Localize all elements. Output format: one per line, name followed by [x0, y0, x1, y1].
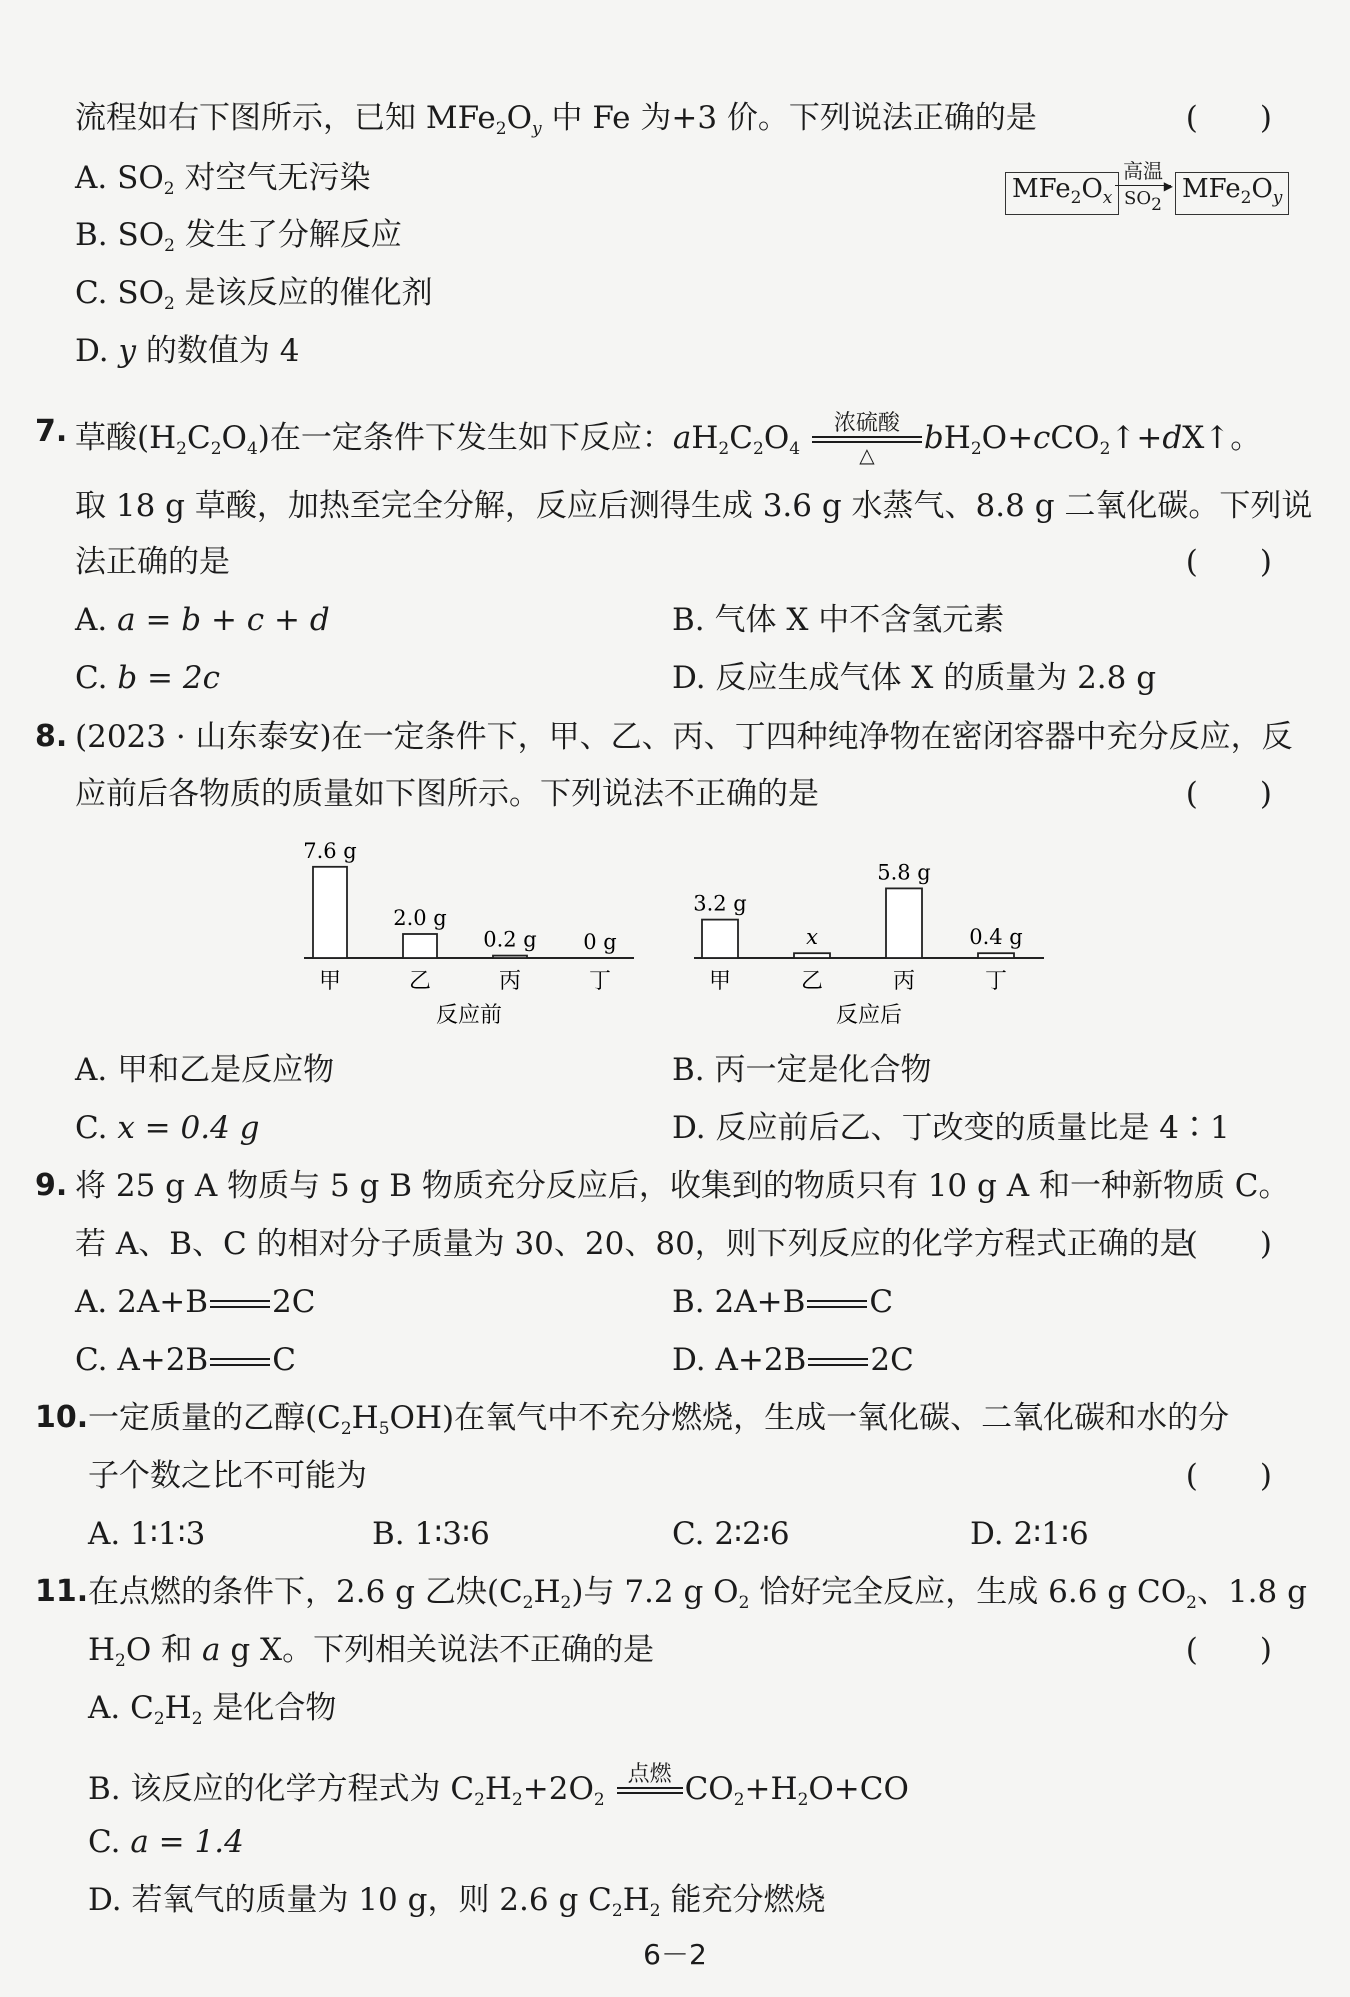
q11-answer-paren[interactable]: ( ) [1185, 1632, 1272, 1668]
q8-answer-paren[interactable]: ( ) [1185, 776, 1272, 812]
chart-before-data-label-1: 2.0 g [393, 906, 447, 930]
q9-answer-paren[interactable]: ( ) [1185, 1226, 1272, 1262]
q7-option-b[interactable]: B. 气体 X 中不含氢元素 [672, 602, 1005, 638]
q9-line2: 若 A、B、C 的相对分子质量为 30、20、80，则下列反应的化学方程式正确的是 [75, 1226, 1191, 1262]
chart-before-category-label-2: 丙 [498, 969, 522, 994]
q10-option-d[interactable]: D. 2∶1∶6 [970, 1516, 1089, 1552]
chart-after-reaction [690, 828, 1050, 1038]
q8-option-d[interactable]: D. 反应前后乙、丁改变的质量比是 4∶1 [672, 1110, 1230, 1146]
q6-stem-a: 流程如右下图所示，已知 MFe [75, 100, 496, 136]
chart-after-title: 反应后 [835, 1003, 903, 1028]
q7-line2: 取 18 g 草酸，加热至完全分解，反应后测得生成 3.6 g 水蒸气、8.8 g 二氧化碳。下列说 [75, 488, 1313, 524]
q10-option-a[interactable]: A. 1∶1∶3 [88, 1516, 206, 1552]
q11-line1: 在点燃的条件下，2.6 g 乙炔$(C_2H_2)$与 7.2 g $O_2$ 恰好完全反应，生成 6.6 g $CO_2$、1.8 g [88, 1574, 1307, 1613]
chart-after-data-label-0: 3.2 g [693, 891, 747, 916]
flow-product-box: $MFe_2O_y$ [1175, 172, 1289, 215]
q7-option-c[interactable]: C. b = 2c [75, 660, 220, 696]
q11-option-b[interactable]: B. 该反应的化学方程式为 $C_2H_2+2O_2$ 点燃 $CO_2+H_2O+CO$ [88, 1763, 909, 1820]
q7-number: 7. [35, 414, 68, 449]
page-number: 6－2 [643, 1938, 707, 1971]
flow-reactant-box: $MFe_2O_x$ [1005, 172, 1119, 215]
q8-option-c[interactable]: C. x = 0.4 g [75, 1110, 260, 1146]
chart-before-data-label-2: 0.2 g [483, 927, 537, 952]
chart-after-bar-0 [702, 920, 738, 958]
chart-after-category-label-2: 丙 [892, 969, 916, 994]
q6-option-c[interactable]: C. $SO_2$ 是该反应的催化剂 [75, 275, 433, 314]
q10-option-c[interactable]: C. 2∶2∶6 [672, 1516, 790, 1552]
q8-line2: 应前后各物质的质量如下图所示。下列说法不正确的是 [75, 776, 819, 812]
q10-answer-paren[interactable]: ( ) [1185, 1458, 1272, 1494]
flow-arrow: 高温 ▶ $SO_2$ [1115, 160, 1171, 218]
q6-option-b[interactable]: B. $SO_2$ 发生了分解反应 [75, 217, 402, 256]
q6-flow-diagram [1005, 160, 1285, 230]
chart-before-category-label-1: 乙 [408, 969, 432, 994]
q7-option-d[interactable]: D. 反应生成气体 X 的质量为 2.8 g [672, 660, 1157, 696]
q10-option-b[interactable]: B. 1∶3∶6 [372, 1516, 490, 1552]
q11-option-d[interactable]: D. 若氧气的质量为 10 g，则 2.6 g $C_2H_2$ 能充分燃烧 [88, 1882, 826, 1921]
q9-option-b[interactable]: B. 2A+B C [672, 1284, 894, 1320]
chart-after-category-label-1: 乙 [800, 969, 824, 994]
q9-line1: 将 25 g A 物质与 5 g B 物质充分反应后，收集到的物质只有 10 g A 和一种新物质 C。 [75, 1168, 1290, 1204]
chart-after-data-label-1: x [806, 925, 818, 950]
q11-option-c[interactable]: C. a = 1.4 [88, 1824, 244, 1860]
chart-after-category-label-0: 甲 [708, 969, 732, 994]
q9-number: 9. [35, 1168, 68, 1203]
chart-before-category-label-0: 甲 [318, 969, 342, 994]
q6-stem: 流程如右下图所示，已知 $MFe_2O_y$ 中 Fe 为+3 价。下列说法正确的是 [75, 100, 1037, 139]
q10-line1: 一定质量的乙醇$(C_2H_5OH)$在氧气中不充分燃烧，生成一氧化碳、二氧化碳和水的分 [88, 1400, 1230, 1439]
q11-option-a[interactable]: A. $C_2H_2$ 是化合物 [88, 1690, 337, 1729]
chart-before-bar-1 [403, 934, 437, 958]
q9-option-c[interactable]: C. A+2B C [75, 1342, 296, 1378]
chart-after-data-label-3: 0.4 g [969, 925, 1023, 950]
q8-line1: (2023 · 山东泰安)在一定条件下，甲、乙、丙、丁四种纯净物在密闭容器中充分反应，反 [75, 719, 1293, 755]
chart-after-bar-1 [794, 953, 830, 958]
q6-option-d[interactable]: D. y 的数值为 4 [75, 333, 300, 369]
q7-answer-paren[interactable]: ( ) [1185, 544, 1272, 580]
q10-number: 10. [35, 1400, 89, 1435]
q8-number: 8. [35, 719, 68, 754]
q6-answer-paren[interactable]: ( ) [1185, 100, 1272, 136]
q10-line2: 子个数之比不可能为 [88, 1458, 367, 1494]
chart-before-data-label-3: 0 g [583, 930, 617, 954]
q7-line1: 草酸$(H_2C_2O_4)$在一定条件下发生如下反应：$aH_2C_2O_4$ 浓硫酸 △ $bH_2O+cCO_2↑+dX↑$。 [75, 411, 1262, 467]
chart-after-bar-3 [978, 953, 1014, 958]
chart-before-data-label-0: 7.6 g [303, 838, 357, 863]
q7-reaction-condition: 浓硫酸 △ [812, 412, 922, 467]
q7-option-a[interactable]: A. a = b + c + d [75, 602, 330, 638]
chart-before-category-label-3: 丁 [588, 969, 612, 994]
q7-line3: 法正确的是 [75, 544, 230, 580]
chart-before-bar-2 [493, 956, 527, 958]
q6-option-a[interactable]: A. $SO_2$ 对空气无污染 [75, 160, 371, 199]
chart-before-bar-0 [313, 867, 347, 958]
chart-after-bar-2 [886, 888, 922, 958]
q9-option-d[interactable]: D. A+2B 2C [672, 1342, 914, 1378]
chart-after-data-label-2: 5.8 g [877, 860, 931, 885]
q8-option-b[interactable]: B. 丙一定是化合物 [672, 1052, 932, 1088]
q8-option-a[interactable]: A. 甲和乙是反应物 [75, 1052, 335, 1088]
q11-line2: $H_2O$ 和 a g X。下列相关说法不正确的是 [88, 1632, 655, 1671]
chart-after-category-label-3: 丁 [984, 969, 1008, 994]
q11-number: 11. [35, 1574, 89, 1609]
chart-before-title: 反应前 [435, 1003, 503, 1028]
q9-option-a[interactable]: A. 2A+B 2C [75, 1284, 316, 1320]
q6-stem-b: 中 Fe 为+3 价。下列说法正确的是 [551, 100, 1037, 136]
chart-before-reaction [300, 828, 640, 1038]
q11-ignite-condition: 点燃 [617, 1763, 683, 1818]
